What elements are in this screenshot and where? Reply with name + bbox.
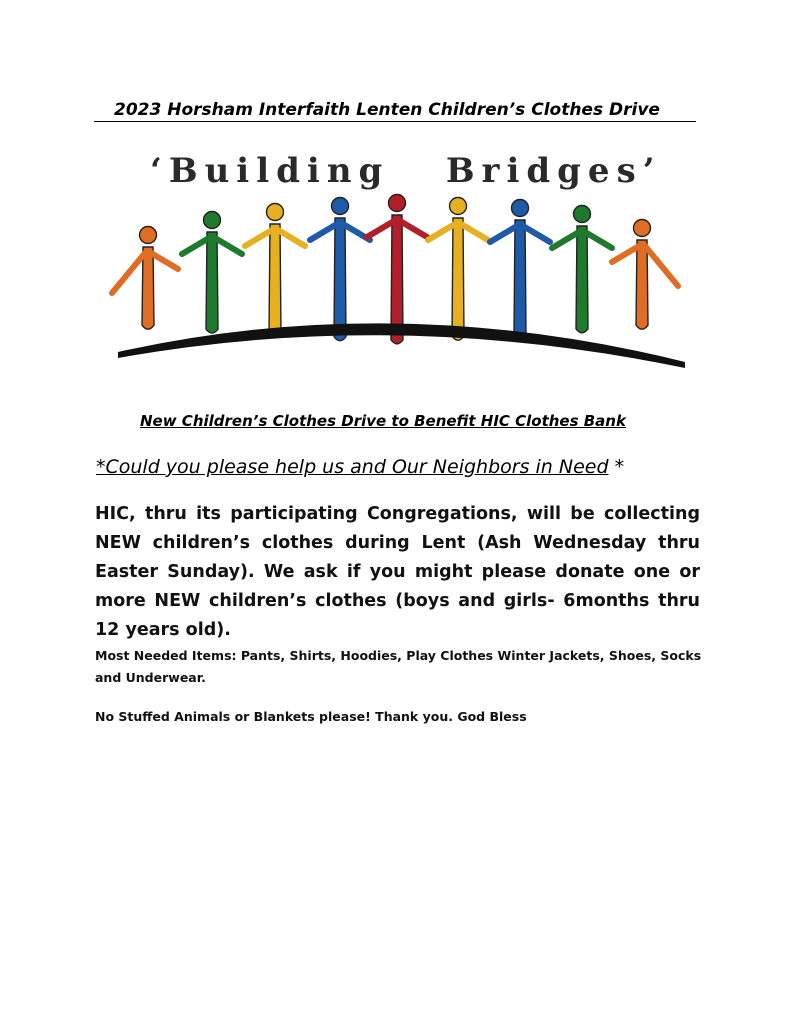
person-figure [367, 195, 427, 344]
closing-note: No Stuffed Animals or Blankets please! Thank you. God Bless [95, 709, 527, 724]
building-bridges-logo [100, 140, 690, 375]
person-figure [245, 204, 305, 337]
person-figure [182, 212, 242, 334]
person-figure [490, 200, 550, 337]
appeal-text: *Could you please help us and Our Neighbors in Need [96, 456, 609, 478]
person-figure [112, 227, 178, 330]
logo-text: ‘Building Bridges’ [150, 151, 662, 191]
drive-subtitle: New Children’s Clothes Drive to Benefit HIC Clothes Bank [140, 412, 626, 430]
person-figure [552, 206, 612, 333]
person-figure [428, 198, 488, 341]
appeal-suffix: * [608, 456, 625, 478]
appeal-line [96, 452, 624, 482]
person-figure [612, 220, 678, 330]
flyer-title: 2023 Horsham Interfaith Lenten Children’s Clothes Drive [94, 98, 696, 122]
people-figures [112, 195, 678, 344]
needed-items: Most Needed Items: Pants, Shirts, Hoodies, Play Clothes Winter Jackets, Shoes, Socks and Underwear. [95, 648, 702, 685]
body-paragraph: HIC, thru its participating Congregations, will be collecting NEW children’s clothes during Lent (Ash Wednesday thru Easter Sunday). We ask if you might please donate one or more NEW children’s clothes (boys and girls- 6months thru 12 years old). [95, 504, 700, 640]
bridge-arc [118, 323, 685, 368]
person-figure [310, 198, 370, 341]
